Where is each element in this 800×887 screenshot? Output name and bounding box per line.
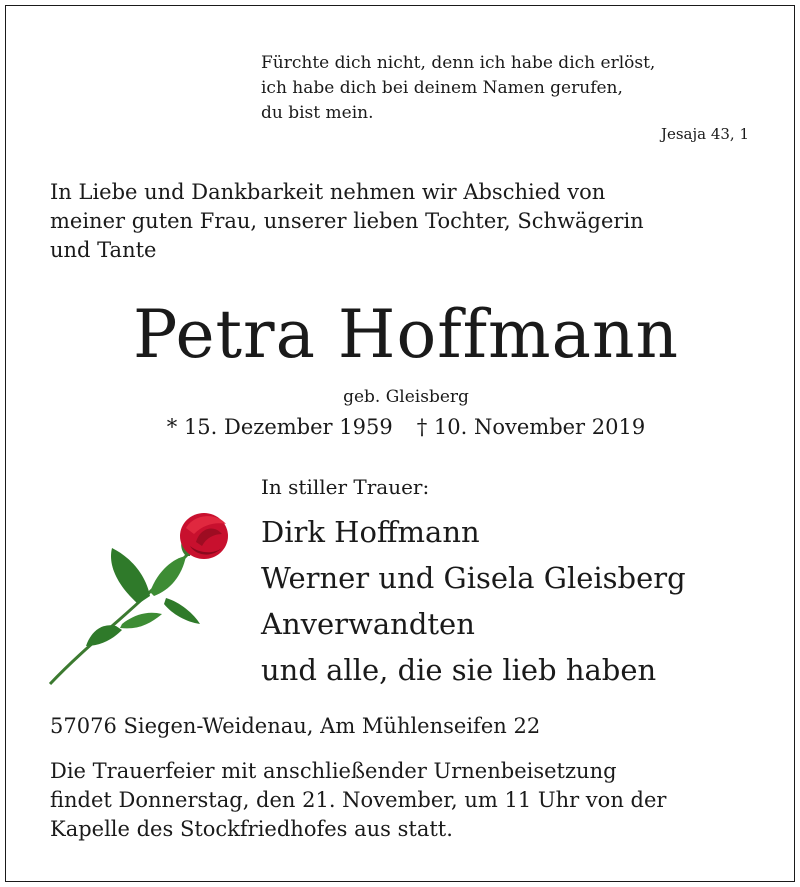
verse-reference: Jesaja 43, 1 <box>660 125 749 143</box>
intro-line: In Liebe und Dankbarkeit nehmen wir Abschied von <box>50 180 606 204</box>
bible-verse <box>261 51 761 126</box>
mourner-name: und alle, die sie lieb haben <box>261 653 657 687</box>
service-line: Die Trauerfeier mit anschließender Urnenbeisetzung <box>50 759 617 783</box>
service-info <box>50 757 666 844</box>
mourners-list <box>261 509 686 693</box>
service-line: Kapelle des Stockfriedhofes aus statt. <box>50 817 453 841</box>
intro-line: und Tante <box>50 238 157 262</box>
life-dates <box>6 415 800 439</box>
verse-line: ich habe dich bei deinem Namen gerufen, <box>261 78 623 98</box>
deceased-name: Petra Hoffmann <box>133 296 679 373</box>
intro-line: meiner guten Frau, unserer lieben Tochter, Schwägerin <box>50 209 644 233</box>
mourners-label: In stiller Trauer: <box>261 475 430 499</box>
death-date: † 10. November 2019 <box>416 415 646 439</box>
mourner-name: Anverwandten <box>261 607 475 641</box>
mourner-name: Werner und Gisela Gleisberg <box>261 561 686 595</box>
service-line: findet Donnerstag, den 21. November, um 11 Uhr von der <box>50 788 667 812</box>
notice-frame <box>5 5 795 882</box>
mourner-name: Dirk Hoffmann <box>261 515 480 549</box>
verse-line: du bist mein. <box>261 103 374 123</box>
verse-line: Fürchte dich nicht, denn ich habe dich erlöst, <box>261 53 656 73</box>
birth-date: * 15. Dezember 1959 <box>166 415 393 439</box>
rose-icon <box>46 506 236 691</box>
birth-name: geb. Gleisberg <box>343 387 469 407</box>
address: 57076 Siegen-Weidenau, Am Mühlenseifen 22 <box>50 714 541 738</box>
intro-text <box>50 178 770 265</box>
